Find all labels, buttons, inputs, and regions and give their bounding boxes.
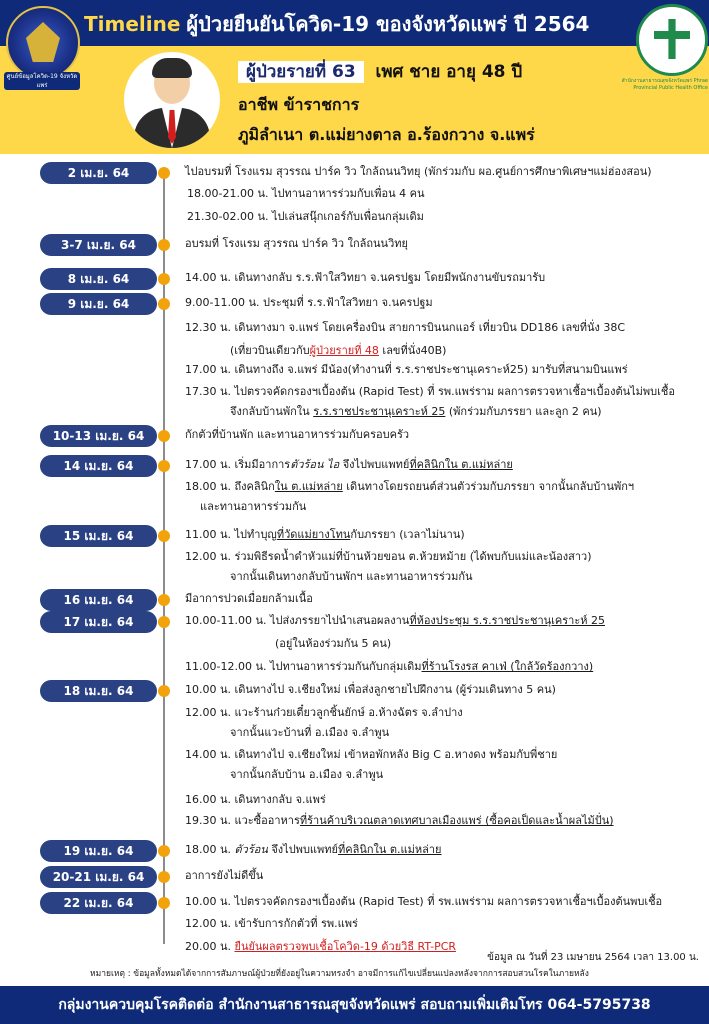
event-text: ตัวร้อน — [234, 843, 268, 856]
event-text: ที่ร้านโรงรส คาเฟ่ (ใกล้วัดร้องกวาง) — [421, 660, 594, 673]
timeline-event-line — [185, 550, 592, 564]
timeline-dot — [158, 430, 170, 442]
event-text: 10.00-11.00 น. ไปส่งภรรยาไปนำเสนอผลงาน — [185, 614, 410, 627]
event-text: 17.00 น. เริ่มมีอาการ — [185, 458, 291, 471]
event-text: 10.00 น. ไปตรวจคัดกรองฯเบื้องต้น (Rapid Test) ที่ รพ.แพร่ราม ผลการตรวจหาเชื้อฯเบื้องต้นพบเชื้อ — [185, 895, 663, 908]
event-text: 9.00-11.00 น. ประชุมที่ ร.ร.ฟ้าใสวิทยา จ.นครปฐม — [185, 296, 433, 309]
event-text: 10.00 น. เดินทางไป จ.เชียงใหม่ เพื่อส่งลูกชายไปฝึกงาน (ผู้ร่วมเดินทาง 5 คน) — [185, 683, 556, 696]
event-text: อบรมที่ โรงแรม สุวรรณ ปาร์ค วิว ใกล้ถนนวิทยุ — [185, 237, 408, 250]
event-text: ผู้ป่วยรายที่ 48 — [309, 344, 379, 357]
timeline-event-line — [185, 748, 557, 762]
date-pill: 22 เม.ย. 64 — [40, 892, 157, 914]
date-pill: 17 เม.ย. 64 — [40, 611, 157, 633]
event-text: เดินทางโดยรถยนต์ส่วนตัวร่วมกับภรรยา จากนั้นกลับบ้านพักฯ — [342, 480, 635, 493]
patient-case-line — [238, 58, 522, 85]
timeline-dot — [158, 273, 170, 285]
timeline-dot — [158, 897, 170, 909]
event-text: 14.00 น. เดินทางกลับ ร.ร.ฟ้าใสวิทยา จ.นครปฐม โดยมีพนักงานขับรถมารับ — [185, 271, 546, 284]
patient-avatar — [124, 52, 220, 148]
timeline-dot — [158, 685, 170, 697]
event-text: อาการยังไม่ดีขึ้น — [185, 869, 264, 882]
remark-note: หมายเหตุ : ข้อมูลทั้งหมดได้จากการสัมภาษณ์ผู้ป่วยที่ยังอยู่ในความทรงจำ อาจมีการแก้ไขเปลี่ยนแปลงหลังจากการสอบสวนโรคในภายหลัง — [90, 969, 589, 979]
timeline-event-line — [185, 683, 556, 697]
timeline-event-line — [185, 814, 614, 828]
case-label: ผู้ป่วยรายที่ 63 — [238, 61, 364, 83]
timeline-event-line — [185, 458, 513, 472]
timeline-event-line — [185, 614, 605, 628]
timeline-dot — [158, 845, 170, 857]
event-text: จากนั้นแวะบ้านที่ อ.เมือง จ.ลำพูน — [230, 726, 390, 739]
event-text: ร.ร.ราชประชานุเคราะห์ 25 — [313, 405, 446, 418]
title-prefix: Timeline — [84, 12, 181, 36]
timeline-event-line — [230, 344, 446, 358]
timeline-dot — [158, 167, 170, 179]
footer-bar: กลุ่มงานควบคุมโรคติดต่อ สำนักงานสาธารณสุขจังหวัดแพร่ สอบถามเพิ่มเติมโทร 064-5795738 — [0, 986, 709, 1024]
date-pill: 9 เม.ย. 64 — [40, 293, 157, 315]
timeline-dot — [158, 616, 170, 628]
timeline-event-line — [185, 528, 465, 542]
event-text: มีอาการปวดเมื่อยกล้ามเนื้อ — [185, 592, 313, 605]
date-pill: 19 เม.ย. 64 — [40, 840, 157, 862]
timeline-event-line — [185, 165, 652, 179]
timeline-dot — [158, 871, 170, 883]
date-pill: 20-21 เม.ย. 64 — [40, 866, 157, 888]
event-text: 17.30 น. ไปตรวจคัดกรองฯเบื้องต้น (Rapid Test) ที่ รพ.แพร่ราม ผลการตรวจหาเชื้อฯเบื้องต้นไม่พบเชื้อ — [185, 385, 675, 398]
timeline-event-line — [185, 793, 326, 807]
date-pill: 10-13 เม.ย. 64 — [40, 425, 157, 447]
date-pill: 2 เม.ย. 64 — [40, 162, 157, 184]
moph-caption: สำนักงานสาธารณสุขจังหวัดแพร่ Phrae Provincial Public Health Office — [621, 78, 708, 91]
event-text: 18.00 น. ถึงคลินิก — [185, 480, 275, 493]
event-text: จากนั้นเดินทางกลับบ้านพักฯ และทานอาหารร่วมกัน — [230, 570, 473, 583]
timeline-dot — [158, 460, 170, 472]
provincial-seal-logo — [6, 6, 80, 80]
timeline-event-line — [185, 660, 593, 674]
event-text: ที่คลินิกใน ต.แม่หล่าย — [337, 843, 442, 856]
sex-age: เพศ ชาย อายุ 48 ปี — [375, 62, 523, 82]
timeline-event-line — [185, 271, 545, 285]
event-text: ไปอบรมที่ โรงแรม สุวรรณ ปาร์ค วิว ใกล้ถนนวิทยุ (พักร่วมกับ ผอ.ศูนย์การศึกษาพิเศษฯแม่ฮ่องสอน) — [185, 165, 652, 178]
moph-logo — [636, 4, 708, 76]
event-text: 14.00 น. เดินทางไป จ.เชียงใหม่ เข้าหอพักหลัง Big C อ.หางดง พร้อมกับพี่ชาย — [185, 748, 558, 761]
date-pill: 14 เม.ย. 64 — [40, 455, 157, 477]
event-text: 18.00-21.00 น. ไปทานอาหารร่วมกับเพื่อน 4 คน — [187, 187, 425, 200]
title-text: ผู้ป่วยยืนยันโควิด-19 ของจังหวัดแพร่ ปี 2564 — [186, 12, 590, 36]
event-text: จึงไปพบแพทย์ — [339, 458, 410, 471]
event-text: จากนั้นกลับบ้าน อ.เมือง จ.ลำพูน — [230, 768, 384, 781]
date-pill: 3-7 เม.ย. 64 — [40, 234, 157, 256]
event-text: ตัวร้อน ไอ — [290, 458, 340, 471]
timeline-event-line — [230, 570, 473, 584]
timeline-event-line — [185, 895, 662, 909]
timeline-event-line — [185, 428, 409, 442]
date-pill: 16 เม.ย. 64 — [40, 589, 157, 611]
event-text: และทานอาหารร่วมกัน — [200, 500, 307, 513]
event-text: จึงกลับบ้านพักใน — [230, 405, 314, 418]
patient-domicile: ภูมิลำเนา ต.แม่ยางตาล อ.ร้องกวาง จ.แพร่ — [238, 125, 535, 144]
avatar-hair — [152, 58, 192, 78]
patient-occupation: อาชีพ ข้าราชการ — [238, 95, 360, 114]
data-updated-note: ข้อมูล ณ วันที่ 23 เมษายน 2564 เวลา 13.00 น. — [487, 952, 699, 963]
timeline-event-line — [230, 405, 602, 419]
event-text: ที่วัดแม่ยางโทน — [276, 528, 351, 541]
header-bar — [0, 0, 709, 46]
event-text: ที่ห้องประชุม ร.ร.ราชประชานุเคราะห์ 25 — [409, 614, 605, 627]
event-text: 19.30 น. แวะซื้ออาหาร — [185, 814, 300, 827]
timeline-event-line — [187, 210, 424, 224]
event-text: เลขที่นั่ง40B) — [378, 344, 447, 357]
timeline-dot — [158, 530, 170, 542]
event-text: 11.00 น. ไปทำบุญ — [185, 528, 277, 541]
date-pill: 15 เม.ย. 64 — [40, 525, 157, 547]
event-text: ใน ต.แม่หล่าย — [274, 480, 343, 493]
event-text: 18.00 น. — [185, 843, 235, 856]
event-text: กับภรรยา (เวลาไม่นาน) — [350, 528, 465, 541]
event-text: ยืนยันผลตรวจพบเชื้อโควิด-19 ด้วยวิธี RT-PCR — [234, 940, 457, 953]
page-title — [84, 8, 589, 40]
event-text: 12.00 น. แวะร้านก๋วยเตี๋ยวลูกชิ้นยักษ์ อ.ห้างฉัตร จ.ลำปาง — [185, 706, 463, 719]
moph-emblem-icon — [654, 19, 690, 59]
event-text: 12.00 น. เข้ารับการกักตัวที่ รพ.แพร่ — [185, 917, 358, 930]
timeline-event-line — [275, 637, 391, 651]
timeline-event-line — [185, 940, 456, 954]
event-text: จึงไปพบแพทย์ — [267, 843, 338, 856]
event-text: (พักร่วมกับภรรยา และลูก 2 คน) — [445, 405, 602, 418]
timeline-dot — [158, 298, 170, 310]
timeline-event-line — [185, 296, 433, 310]
event-text: 21.30-02.00 น. ไปเล่นสนุ๊กเกอร์กับเพื่อนกลุ่มเดิม — [187, 210, 424, 223]
timeline-event-line — [185, 592, 313, 606]
event-text: 20.00 น. — [185, 940, 235, 953]
seal-emblem-icon — [26, 22, 60, 62]
event-text: 12.30 น. เดินทางมา จ.แพร่ โดยเครื่องบิน สายการบินนกแอร์ เที่ยวบิน DD186 เลขที่นั่ง 38C — [185, 321, 626, 334]
date-pill: 18 เม.ย. 64 — [40, 680, 157, 702]
timeline-event-line — [185, 237, 408, 251]
timeline-event-line — [230, 726, 389, 740]
event-text: (อยู่ในห้องร่วมกัน 5 คน) — [275, 637, 392, 650]
event-text: (เที่ยวบินเดียวกับ — [230, 344, 310, 357]
event-text: 17.00 น. เดินทางถึง จ.แพร่ มีน้อง(ทำงานที่ ร.ร.ราชประชานุเคราะห์25) มารับที่สนามบินแพร่ — [185, 363, 628, 376]
timeline-event-line — [185, 321, 625, 335]
event-text: กักตัวที่บ้านพัก และทานอาหารร่วมกับครอบครัว — [185, 428, 410, 441]
timeline-dot — [158, 594, 170, 606]
timeline-dot — [158, 239, 170, 251]
timeline-event-line — [185, 706, 463, 720]
timeline-event-line — [230, 768, 383, 782]
timeline-event-line — [185, 917, 358, 931]
event-text: 11.00-12.00 น. ไปทานอาหารร่วมกันกับกลุ่มเดิม — [185, 660, 422, 673]
covid-center-caption: ศูนย์ข้อมูลโควิด-19 จังหวัดแพร่ — [4, 72, 80, 90]
date-pill: 8 เม.ย. 64 — [40, 268, 157, 290]
event-text: ที่คลินิกใน ต.แม่หล่าย — [409, 458, 513, 471]
timeline-event-line — [185, 480, 634, 494]
timeline-event-line — [185, 385, 675, 399]
timeline-event-line — [200, 500, 306, 514]
timeline-event-line — [185, 843, 441, 857]
timeline-event-line — [185, 869, 263, 883]
timeline-event-line — [187, 187, 425, 201]
event-text: ที่ร้านค้าบริเวณตลาดเทศบาลเมืองแพร่ (ซื้อคอเป็ดและน้ำผลไม้ปั่น) — [299, 814, 614, 827]
timeline-event-line — [185, 363, 628, 377]
event-text: 12.00 น. ร่วมพิธีรดน้ำดำหัวแม่ที่บ้านห้วยขอน ต.ห้วยหม้าย (ได้พบกับแม่และน้องสาว) — [185, 550, 592, 563]
event-text: 16.00 น. เดินทางกลับ จ.แพร่ — [185, 793, 326, 806]
